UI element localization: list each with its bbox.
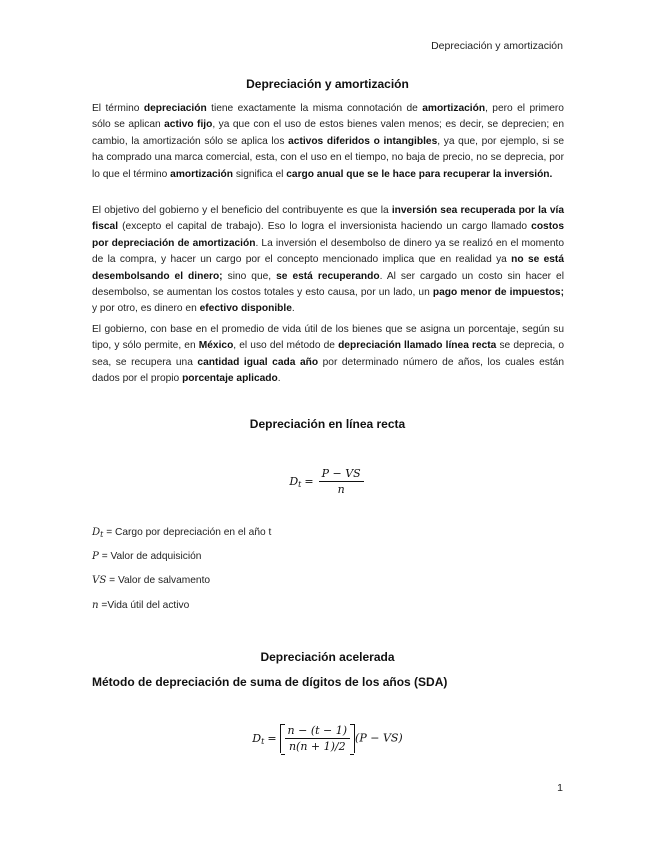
- p1-run-1: depreciación: [143, 103, 207, 114]
- definition-vs: VS = Valor de salvamento: [92, 575, 211, 586]
- p2-run-4: . La inversión el desembolso de dinero ya se realizó en el momento de la compra, y hacer un cargo por el concepto mencionado implica que en realidad ya: [92, 237, 564, 266]
- p2-run-8: . Al ser cargado un costo sin hacer el desembolso, se aumentan los costos totales y esto causa, por un lado, un: [92, 270, 564, 299]
- paragraph-3: [92, 322, 564, 388]
- p3-run-4: se deprecia, o sea, se recupera una: [92, 340, 565, 368]
- definition-p: P = Valor de adquisición: [92, 551, 202, 562]
- p3-run-5: cantidad igual cada año: [197, 356, 319, 368]
- p1-run-11: cargo anual que se le hace para recuperar la inversión.: [286, 168, 553, 180]
- formula-sda-lhs: $D_t$: [252, 731, 265, 746]
- running-header: Depreciación y amortización: [431, 40, 563, 52]
- page-number: 1: [557, 782, 563, 794]
- p1-run-8: , ya que, por ejemplo, si se ha comprado una marca comercial, esta, con el uso en el tiempo, no baja de precio, no se deprecia, por lo que el término: [92, 135, 564, 180]
- definition-n: n =Vida útil del activo: [92, 600, 190, 611]
- p2-run-2: (excepto el capital de trabajo). Eso lo logra el inversionista haciendo un cargo llamado: [118, 221, 532, 233]
- section-title-linea-recta: Depreciación en línea recta: [249, 417, 406, 431]
- p2-run-10: y por otro, es dinero en: [92, 303, 200, 315]
- p2-run-1: inversión sea recuperada por la vía fiscal: [92, 205, 564, 233]
- p2-run-12: .: [291, 303, 295, 315]
- page-title: Depreciación y amortización: [246, 77, 409, 91]
- p2-run-9: pago menor de impuestos;: [432, 287, 564, 299]
- formula-sda-tail: (P − VS): [355, 731, 403, 745]
- formula-fraction: $\frac{P - VS}{n}$: [319, 467, 364, 496]
- p1-run-7: activos diferidos o intangibles: [288, 135, 438, 147]
- p2-run-11: efectivo disponible: [199, 303, 292, 315]
- p3-run-7: porcentaje aplicado: [182, 373, 278, 385]
- p3-run-3: depreciación llamado línea recta: [338, 340, 497, 352]
- p1-run-5: activo fijo: [164, 119, 213, 131]
- p1-run-0: El término: [92, 103, 144, 114]
- p1-run-9: amortización: [170, 168, 233, 180]
- p2-run-7: se está recuperando: [276, 270, 380, 282]
- p3-run-6: por determinado número de años, los cuales están dados por el propio: [92, 356, 564, 385]
- p1-run-4: , pero el primero sólo se aplican: [92, 103, 564, 131]
- formula-lhs: $D_t$: [289, 474, 302, 489]
- paragraph-1: [92, 101, 564, 183]
- formula-linea-recta: $D_t$ = $\frac{P - VS}{n}$: [0, 467, 655, 496]
- p1-run-10: significa el: [233, 168, 287, 180]
- p3-run-0: El gobierno, con base en el promedio de vida útil de los bienes que se asigna un porcentaje, según su tipo, y sólo permite, en: [92, 324, 564, 352]
- p2-run-5: no se está desembolsando el dinero;: [92, 254, 564, 282]
- p1-run-6: , ya que con el uso de estos bienes valen menos; es decir, se deprecien; en cambio, la amortización sólo se aplica los: [92, 119, 564, 147]
- p3-run-8: .: [277, 373, 281, 385]
- p2-run-6: sino que,: [222, 270, 277, 282]
- p1-run-3: amortización: [422, 103, 486, 114]
- paragraph-2: [92, 203, 564, 318]
- p3-run-2: , el uso del método de: [233, 340, 339, 352]
- method-title-sda: Método de depreciación de suma de dígitos de los años (SDA): [92, 675, 448, 689]
- formula-sda-bracket: $\frac{n - (t - 1)}{n(n + 1)/2}$: [280, 724, 356, 753]
- definition-dt: $D_t$ = Cargo por depreciación en el año t: [92, 527, 272, 539]
- p2-run-0: El objetivo del gobierno y el beneficio del contribuyente es que la: [92, 205, 392, 216]
- section-title-acelerada: Depreciación acelerada: [260, 650, 395, 664]
- p1-run-2: tiene exactamente la misma connotación de: [206, 103, 423, 114]
- p3-run-1: México: [198, 340, 234, 352]
- p2-run-3: costos por depreciación de amortización: [92, 221, 564, 249]
- formula-sda: $D_t$ = $\frac{n - (t - 1)}{n(n + 1)/2}$ (P − VS): [252, 724, 403, 753]
